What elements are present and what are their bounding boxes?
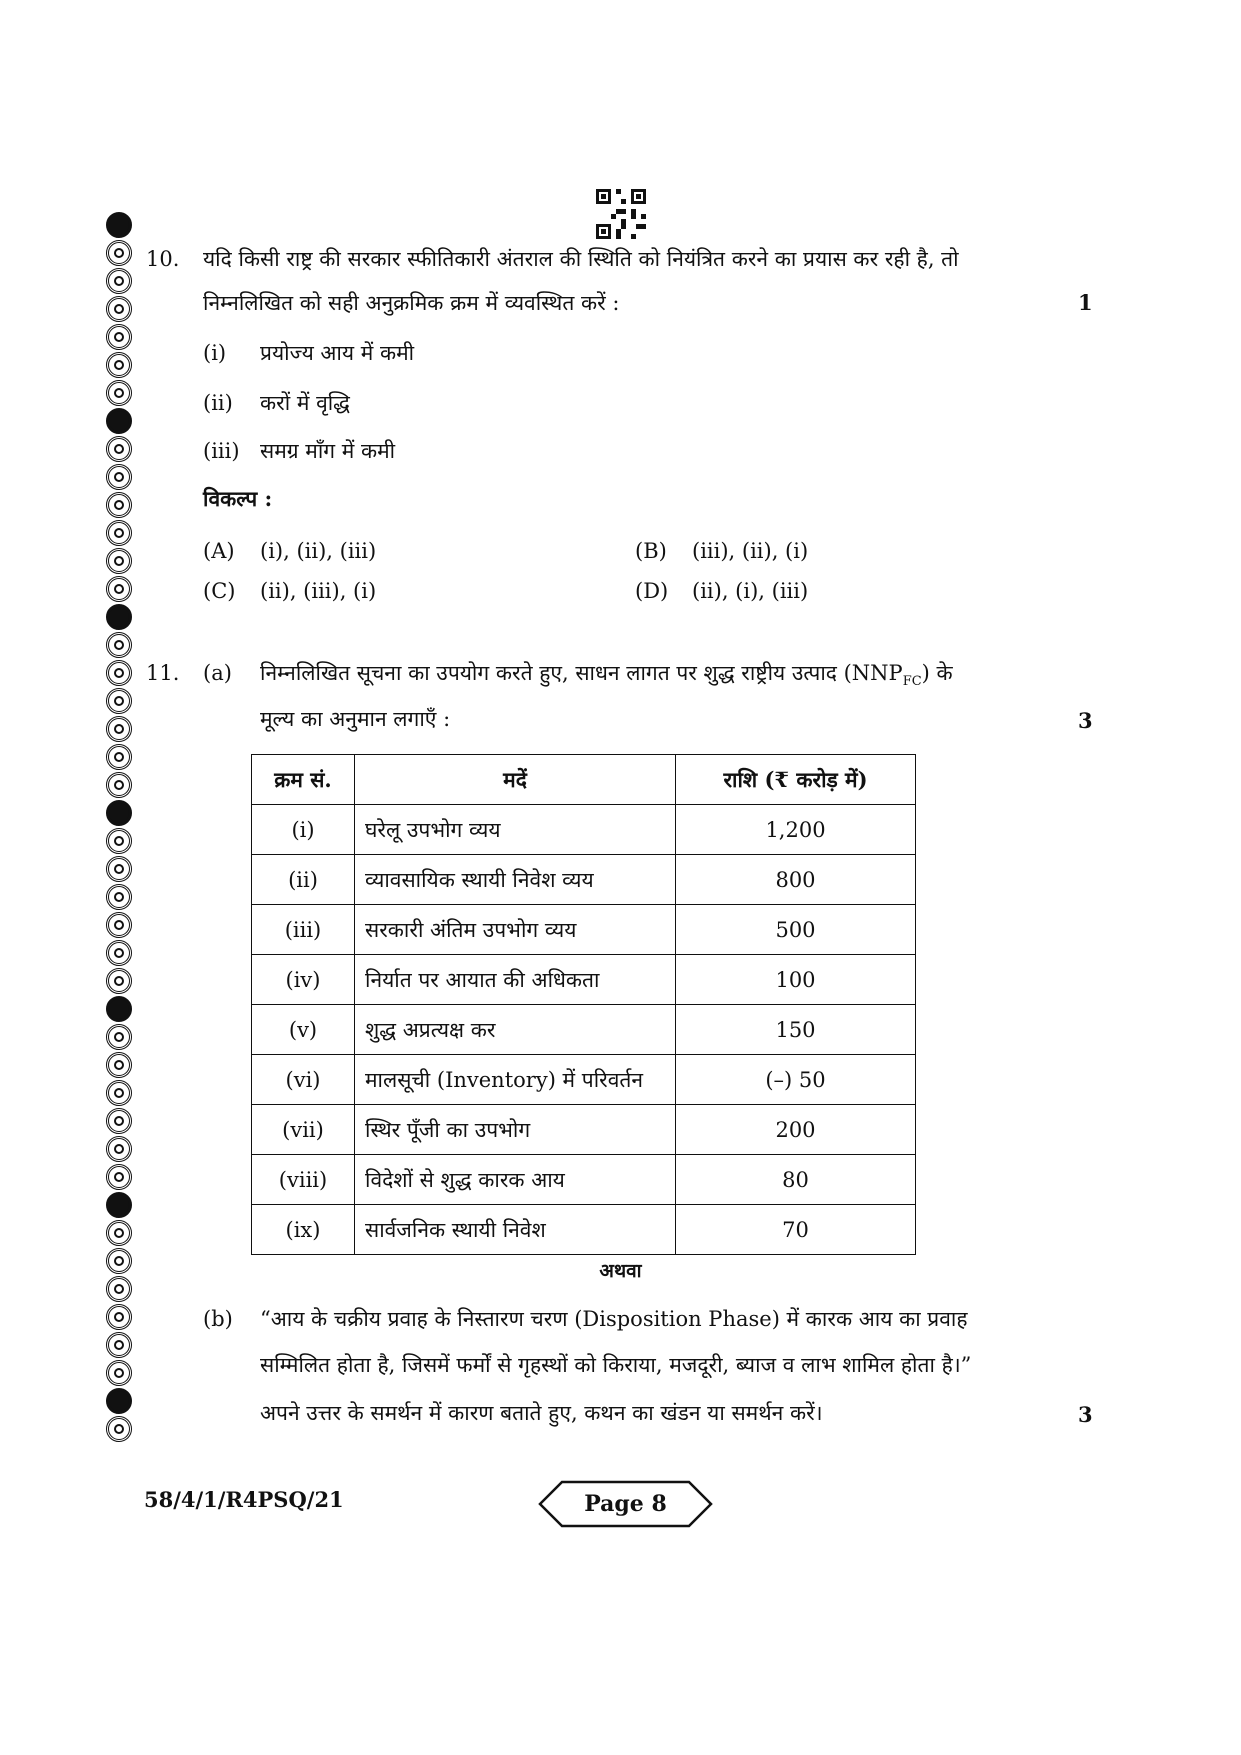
margin-ring-icon bbox=[106, 996, 132, 1022]
margin-ring-icon bbox=[106, 1332, 132, 1358]
amount-cell: 500 bbox=[676, 905, 916, 955]
page-number: Page 8 bbox=[584, 1491, 667, 1517]
margin-ring-icon bbox=[106, 548, 132, 574]
serial-cell: (i) bbox=[252, 805, 355, 855]
margin-ring-icon bbox=[106, 1108, 132, 1134]
table-row bbox=[252, 1205, 916, 1255]
table-row bbox=[252, 855, 916, 905]
qr-code-icon bbox=[596, 189, 646, 239]
margin-ring-icon bbox=[106, 716, 132, 742]
margin-ring-icon bbox=[106, 436, 132, 462]
margin-ring-icon bbox=[106, 1220, 132, 1246]
option-text: (ii), (iii), (i) bbox=[260, 579, 377, 603]
serial-cell: (ii) bbox=[252, 855, 355, 905]
option-key: (A) bbox=[203, 539, 235, 563]
question-text-line: यदि किसी राष्ट्र की सरकार स्फीतिकारी अंतराल की स्थिति को नियंत्रित करने का प्रयास कर रही है, तो bbox=[203, 247, 959, 271]
margin-ring-icon bbox=[106, 1024, 132, 1050]
amount-cell: 150 bbox=[676, 1005, 916, 1055]
margin-ring-icon bbox=[106, 828, 132, 854]
item-cell: विदेशों से शुद्ध कारक आय bbox=[355, 1155, 676, 1205]
margin-ring-icon bbox=[106, 520, 132, 546]
margin-ring-icon bbox=[106, 1388, 132, 1414]
option-text: (iii), (ii), (i) bbox=[692, 539, 809, 563]
question-text-line: निम्नलिखित को सही अनुक्रमिक क्रम में व्यवस्थित करें : bbox=[203, 291, 620, 315]
margin-ring-icon bbox=[106, 240, 132, 266]
amount-cell: 70 bbox=[676, 1205, 916, 1255]
margin-ring-icon bbox=[106, 632, 132, 658]
margin-ring-icon bbox=[106, 1416, 132, 1442]
option-text: (ii), (i), (iii) bbox=[692, 579, 809, 603]
amount-cell: 1,200 bbox=[676, 805, 916, 855]
data-table bbox=[251, 754, 916, 1255]
item-cell: सार्वजनिक स्थायी निवेश bbox=[355, 1205, 676, 1255]
table-row bbox=[252, 1055, 916, 1105]
margin-ring-icon bbox=[106, 268, 132, 294]
marks-label: 3 bbox=[1078, 1402, 1093, 1427]
margin-ring-icon bbox=[106, 1304, 132, 1330]
table-row bbox=[252, 955, 916, 1005]
question-text-line: “आय के चक्रीय प्रवाह के निस्तारण चरण (Disposition Phase) में कारक आय का प्रवाह bbox=[260, 1307, 968, 1331]
margin-ring-icon bbox=[106, 884, 132, 910]
margin-ring-icon bbox=[106, 1164, 132, 1190]
column-header: मदें bbox=[355, 755, 676, 805]
list-item-number: (iii) bbox=[203, 439, 240, 463]
item-cell: शुद्ध अप्रत्यक्ष कर bbox=[355, 1005, 676, 1055]
question-number: 10. bbox=[146, 247, 180, 271]
margin-ring-icon bbox=[106, 324, 132, 350]
serial-cell: (viii) bbox=[252, 1155, 355, 1205]
serial-cell: (ix) bbox=[252, 1205, 355, 1255]
part-label: (b) bbox=[203, 1307, 233, 1331]
list-item-number: (ii) bbox=[203, 391, 233, 415]
list-item-text: समग्र माँग में कमी bbox=[260, 439, 396, 463]
item-cell: निर्यात पर आयात की अधिकता bbox=[355, 955, 676, 1005]
table-row bbox=[252, 1155, 916, 1205]
serial-cell: (vii) bbox=[252, 1105, 355, 1155]
serial-cell: (iv) bbox=[252, 955, 355, 1005]
margin-ring-icon bbox=[106, 856, 132, 882]
or-label: अथवा bbox=[599, 1260, 642, 1282]
margin-ring-icon bbox=[106, 688, 132, 714]
margin-ring-icon bbox=[106, 800, 132, 826]
table-row bbox=[252, 1005, 916, 1055]
item-cell: स्थिर पूँजी का उपभोग bbox=[355, 1105, 676, 1155]
amount-cell: 800 bbox=[676, 855, 916, 905]
amount-cell: 80 bbox=[676, 1155, 916, 1205]
margin-ring-icon bbox=[106, 744, 132, 770]
margin-ring-icon bbox=[106, 1080, 132, 1106]
margin-ring-icon bbox=[106, 380, 132, 406]
option-text: (i), (ii), (iii) bbox=[260, 539, 377, 563]
marks-label: 1 bbox=[1078, 290, 1093, 315]
serial-cell: (iii) bbox=[252, 905, 355, 955]
table-header-row bbox=[252, 755, 916, 805]
margin-ring-icon bbox=[106, 604, 132, 630]
item-cell: मालसूची (Inventory) में परिवर्तन bbox=[355, 1055, 676, 1105]
question-text-line: सम्मिलित होता है, जिसमें फर्मों से गृहस्थों को किराया, मजदूरी, ब्याज व लाभ शामिल होता है।” bbox=[260, 1353, 972, 1377]
question-text-line: निम्नलिखित सूचना का उपयोग करते हुए, साधन लागत पर शुद्ध राष्ट्रीय उत्पाद $(NNP_{FC})$ के bbox=[260, 661, 953, 690]
options-heading: विकल्प : bbox=[203, 486, 273, 511]
amount-cell: 200 bbox=[676, 1105, 916, 1155]
margin-ring-icon bbox=[106, 352, 132, 378]
list-item-text: प्रयोज्य आय में कमी bbox=[260, 341, 415, 365]
amount-cell: (–) 50 bbox=[676, 1055, 916, 1105]
paper-code: 58/4/1/R4PSQ/21 bbox=[144, 1487, 344, 1512]
question-text-line: मूल्य का अनुमान लगाएँ : bbox=[260, 707, 451, 731]
margin-ring-icon bbox=[106, 660, 132, 686]
amount-cell: 100 bbox=[676, 955, 916, 1005]
question-number: 11. bbox=[146, 661, 180, 685]
column-header: क्रम सं. bbox=[252, 755, 355, 805]
item-cell: व्यावसायिक स्थायी निवेश व्यय bbox=[355, 855, 676, 905]
margin-ring-icon bbox=[106, 492, 132, 518]
margin-ring-icon bbox=[106, 1136, 132, 1162]
item-cell: सरकारी अंतिम उपभोग व्यय bbox=[355, 905, 676, 955]
margin-ring-icon bbox=[106, 1192, 132, 1218]
part-label: (a) bbox=[203, 661, 232, 685]
table-row bbox=[252, 905, 916, 955]
marks-label: 3 bbox=[1078, 708, 1093, 733]
table-row bbox=[252, 805, 916, 855]
subscript: FC bbox=[902, 674, 922, 690]
margin-ring-icon bbox=[106, 212, 132, 238]
column-header: राशि (₹ करोड़ में) bbox=[676, 755, 916, 805]
item-cell: घरेलू उपभोग व्यय bbox=[355, 805, 676, 855]
question-text-line: अपने उत्तर के समर्थन में कारण बताते हुए, कथन का खंडन या समर्थन करें। bbox=[260, 1401, 823, 1425]
serial-cell: (v) bbox=[252, 1005, 355, 1055]
list-item-text: करों में वृद्धि bbox=[260, 391, 350, 415]
margin-ring-icon bbox=[106, 576, 132, 602]
margin-ring-icon bbox=[106, 464, 132, 490]
margin-ring-icon bbox=[106, 1052, 132, 1078]
serial-cell: (vi) bbox=[252, 1055, 355, 1105]
margin-ring-icon bbox=[106, 1360, 132, 1386]
margin-ring-icon bbox=[106, 968, 132, 994]
margin-ring-icon bbox=[106, 296, 132, 322]
option-key: (D) bbox=[635, 579, 669, 603]
margin-ring-icon bbox=[106, 912, 132, 938]
margin-ring-icon bbox=[106, 772, 132, 798]
margin-ring-icon bbox=[106, 408, 132, 434]
table-row bbox=[252, 1105, 916, 1155]
option-key: (C) bbox=[203, 579, 236, 603]
list-item-number: (i) bbox=[203, 341, 227, 365]
margin-ring-icon bbox=[106, 940, 132, 966]
option-key: (B) bbox=[635, 539, 667, 563]
